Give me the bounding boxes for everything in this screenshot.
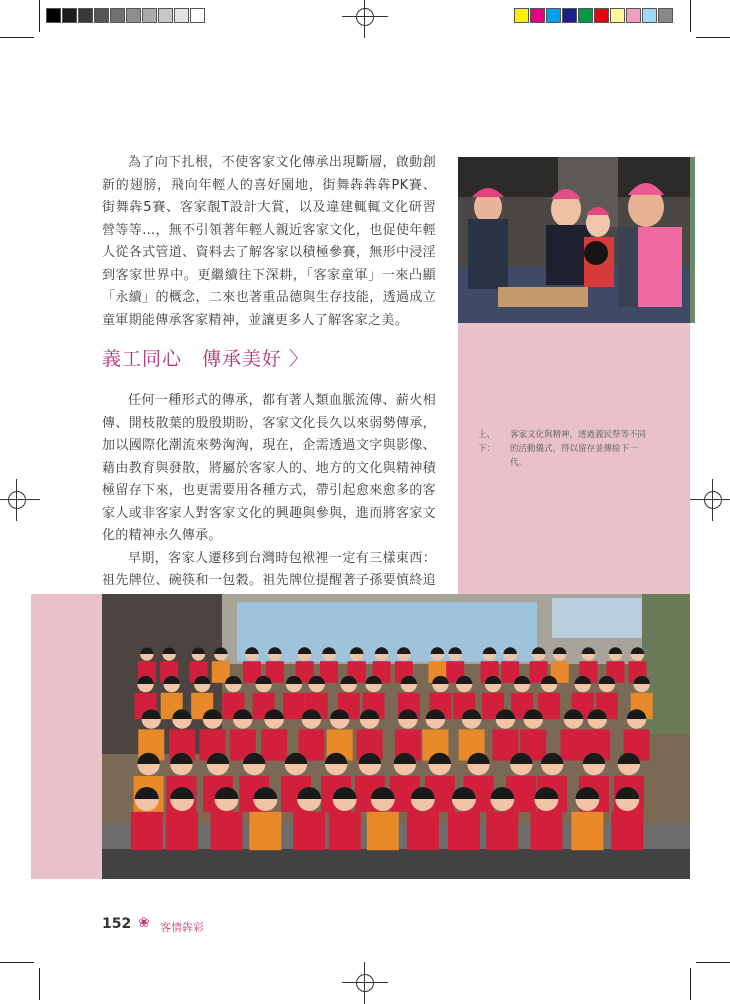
crop-mark <box>696 37 730 38</box>
paragraph-2 <box>102 390 436 615</box>
paragraph-2-text: 任何一種形式的傳承，都有著人類血脈流傳、薪火相傳、開枝散葉的殷殷期盼，客家文化長久以來弱勢傳承，加以國際化潮流來勢洶洶，現在，企需透過文字與影像、藉由教育與發散，將屬於客家人的、地方的文化與精神積極留存下來，也更需要用各種方式，帶引起愈來愈多的客家人或非客家人對客家文化的興趣與參與，進而將客家文化的精神永久傳承。 <box>102 393 436 543</box>
registration-mark-right <box>700 487 726 513</box>
color-swatch <box>610 8 625 23</box>
color-swatch <box>94 8 109 23</box>
photo-elderly-women-with-child <box>458 157 690 323</box>
color-swatch <box>142 8 157 23</box>
flower-icon: ❀ <box>138 915 150 931</box>
color-swatch <box>126 8 141 23</box>
color-swatch <box>158 8 173 23</box>
registration-mark-bottom <box>352 970 378 996</box>
crop-mark <box>0 962 34 963</box>
left-accent-panel <box>31 594 102 879</box>
grayscale-swatch-strip <box>46 8 206 23</box>
paragraph-3-text: 早期，客家人遷移到台灣時包袱裡一定有三樣東西：祖先牌位、碗筷和一包穀。祖先牌位提醒著子孫要慎終追 <box>102 550 436 588</box>
color-swatch <box>110 8 125 23</box>
crop-mark <box>690 968 691 1000</box>
color-swatch <box>578 8 593 23</box>
edge-strip <box>690 157 695 323</box>
color-swatch <box>658 8 673 23</box>
color-swatch <box>626 8 641 23</box>
section-heading: 義工同心 傳承美好 〉 <box>102 348 310 370</box>
paragraph-1 <box>102 152 436 332</box>
crop-mark <box>696 962 730 963</box>
color-swatch <box>562 8 577 23</box>
caption-label: 上、下： <box>478 430 496 454</box>
registration-mark-left <box>4 487 30 513</box>
color-swatch <box>46 8 61 23</box>
color-swatch <box>594 8 609 23</box>
paragraph-1-text: 為了向下扎根，不使客家文化傳承出現斷層，啟動創新的翅膀，飛向年輕人的喜好園地，街舞犇犇犇PK賽、街舞犇5賽、客家靚T設計大賞，以及違建輒輒文化研習營等等…，無不引領著年輕人親近客家文化，也促使年輕人從各式管道、資料去了解客家以積極參賽，無形中浸淫到客家世界中。更繼續往下深耕，「客家童軍」一來凸顯「永續」的概念，二來也著重品德與生存技能，透過成立童軍期能傳承客家精神，並讓更多人了解客家之美。 <box>102 155 436 328</box>
crop-mark <box>39 0 40 32</box>
color-swatch-strip <box>514 8 674 23</box>
caption-text: 客家文化與精神，透過義民祭等不同的活動儀式，得以留存並傳給下一代。 <box>510 430 647 468</box>
color-swatch <box>546 8 561 23</box>
color-swatch <box>174 8 189 23</box>
photo-caption <box>478 428 648 470</box>
page-number: 152 <box>102 916 132 932</box>
color-swatch <box>190 8 205 23</box>
section-title: 客情犇彩 <box>160 921 204 934</box>
crop-mark <box>0 37 34 38</box>
registration-mark-top <box>352 4 378 30</box>
crop-mark <box>39 968 40 1000</box>
color-swatch <box>62 8 77 23</box>
crop-mark <box>690 0 691 32</box>
color-swatch <box>530 8 545 23</box>
photo-hakka-scouts-group <box>102 594 690 879</box>
color-swatch <box>642 8 657 23</box>
color-swatch <box>78 8 93 23</box>
color-swatch <box>514 8 529 23</box>
